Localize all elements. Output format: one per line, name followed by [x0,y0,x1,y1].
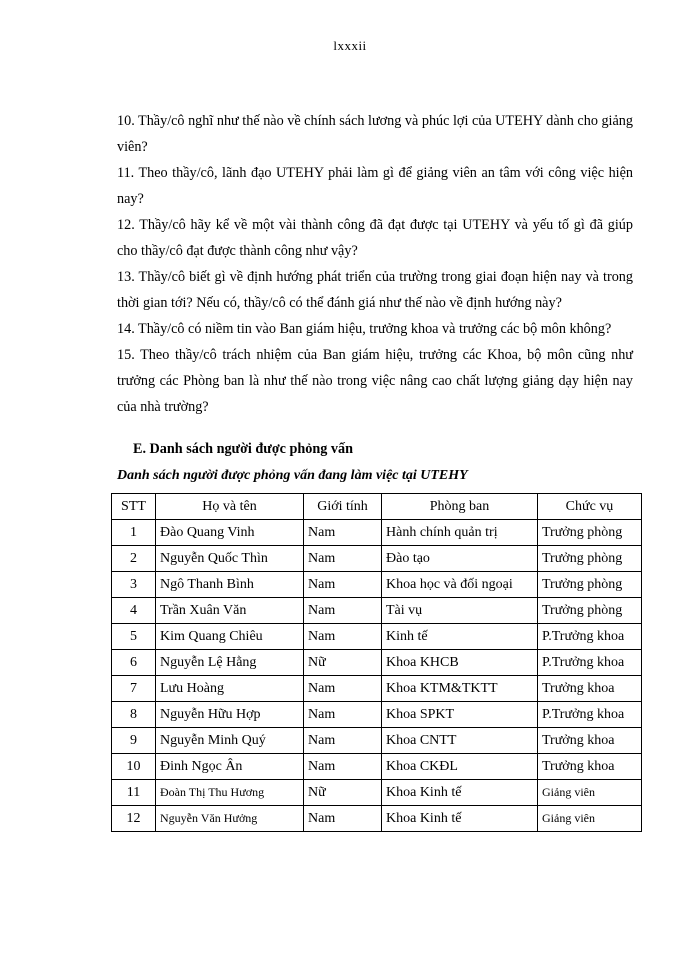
cell-position: Giảng viên [538,806,642,832]
table-row [112,754,642,780]
cell-department: Khoa Kinh tế [382,806,538,832]
cell-name: Đào Quang Vinh [156,520,304,546]
cell-stt: 10 [112,754,156,780]
cell-name: Nguyễn Hữu Hợp [156,702,304,728]
cell-position: Trưởng phòng [538,598,642,624]
cell-gender: Nam [304,806,382,832]
cell-gender: Nam [304,572,382,598]
cell-department: Khoa CKĐL [382,754,538,780]
cell-department: Khoa KHCB [382,650,538,676]
cell-gender: Nam [304,754,382,780]
cell-stt: 1 [112,520,156,546]
header-stt: STT [112,494,156,520]
question-11: 11. Theo thầy/cô, lãnh đạo UTEHY phải làm gì để giảng viên an tâm với công việc hiện nay? [117,165,633,207]
cell-position: Giảng viên [538,780,642,806]
cell-gender: Nam [304,728,382,754]
cell-stt: 9 [112,728,156,754]
table-row [112,676,642,702]
table-row [112,702,642,728]
table-row [112,806,642,832]
cell-department: Hành chính quản trị [382,520,538,546]
cell-department: Khoa Kinh tế [382,780,538,806]
cell-stt: 11 [112,780,156,806]
cell-gender: Nam [304,676,382,702]
cell-name: Nguyễn Minh Quý [156,728,304,754]
cell-position: P.Trưởng khoa [538,702,642,728]
cell-position: Trưởng khoa [538,754,642,780]
cell-position: Trưởng phòng [538,546,642,572]
cell-name: Nguyễn Văn Hưởng [156,806,304,832]
cell-stt: 12 [112,806,156,832]
cell-gender: Nam [304,520,382,546]
cell-name: Lưu Hoàng [156,676,304,702]
cell-gender: Nam [304,546,382,572]
table-row [112,728,642,754]
table-row [112,520,642,546]
header-department: Phòng ban [382,494,538,520]
cell-position: P.Trưởng khoa [538,624,642,650]
section-heading: E. Danh sách người được phỏng vấn [133,441,354,457]
cell-department: Khoa CNTT [382,728,538,754]
cell-stt: 8 [112,702,156,728]
cell-department: Khoa học và đối ngoại [382,572,538,598]
cell-position: Trưởng khoa [538,676,642,702]
question-12: 12. Thầy/cô hãy kể về một vài thành công đã đạt được tại UTEHY và yếu tố gì đã giúp cho thầy/cô đạt được thành công như vậy? [117,217,633,259]
header-gender: Giới tính [304,494,382,520]
cell-name: Nguyễn Quốc Thìn [156,546,304,572]
cell-name: Nguyễn Lệ Hằng [156,650,304,676]
cell-name: Ngô Thanh Bình [156,572,304,598]
table-body [112,520,642,832]
cell-stt: 4 [112,598,156,624]
cell-gender: Nam [304,702,382,728]
table-row [112,624,642,650]
question-10: 10. Thầy/cô nghĩ như thế nào về chính sách lương và phúc lợi của UTEHY dành cho giảng viên? [117,113,633,155]
cell-name: Đoàn Thị Thu Hương [156,780,304,806]
table-row [112,572,642,598]
interviewee-table [111,493,642,832]
cell-department: Khoa SPKT [382,702,538,728]
table-row [112,546,642,572]
cell-position: Trưởng khoa [538,728,642,754]
cell-department: Kinh tế [382,624,538,650]
cell-gender: Nữ [304,780,382,806]
cell-gender: Nam [304,598,382,624]
cell-gender: Nữ [304,650,382,676]
cell-position: Trưởng phòng [538,520,642,546]
table-caption: Danh sách người được phỏng vấn đang làm việc tại UTEHY [117,468,468,483]
table-row [112,598,642,624]
header-position: Chức vụ [538,494,642,520]
cell-gender: Nam [304,624,382,650]
cell-name: Kim Quang Chiêu [156,624,304,650]
page-number: lxxxii [333,38,367,53]
cell-stt: 7 [112,676,156,702]
question-list [117,108,633,420]
cell-stt: 2 [112,546,156,572]
cell-department: Khoa KTM&TKTT [382,676,538,702]
cell-stt: 3 [112,572,156,598]
cell-position: Trưởng phòng [538,572,642,598]
table-row [112,650,642,676]
question-15: 15. Theo thầy/cô trách nhiệm của Ban giám hiệu, trưởng các Khoa, bộ môn cũng như trưởng các Phòng ban là như thế nào trong việc nâng cao chất lượng giảng dạy hiện nay của nhà trường? [117,347,633,415]
table-header-row [112,494,642,520]
question-13: 13. Thầy/cô biết gì về định hướng phát triển của trường trong giai đoạn hiện nay và trong thời gian tới? Nếu có, thầy/cô có thể đánh giá như thế nào về định hướng này? [117,269,633,311]
question-14: 14. Thầy/cô có niềm tin vào Ban giám hiệu, trưởng khoa và trưởng các bộ môn không? [117,321,612,337]
cell-department: Đào tạo [382,546,538,572]
table-row [112,780,642,806]
cell-department: Tài vụ [382,598,538,624]
cell-stt: 6 [112,650,156,676]
cell-name: Trần Xuân Văn [156,598,304,624]
cell-position: P.Trưởng khoa [538,650,642,676]
header-name: Họ và tên [156,494,304,520]
cell-name: Đinh Ngọc Ân [156,754,304,780]
cell-stt: 5 [112,624,156,650]
